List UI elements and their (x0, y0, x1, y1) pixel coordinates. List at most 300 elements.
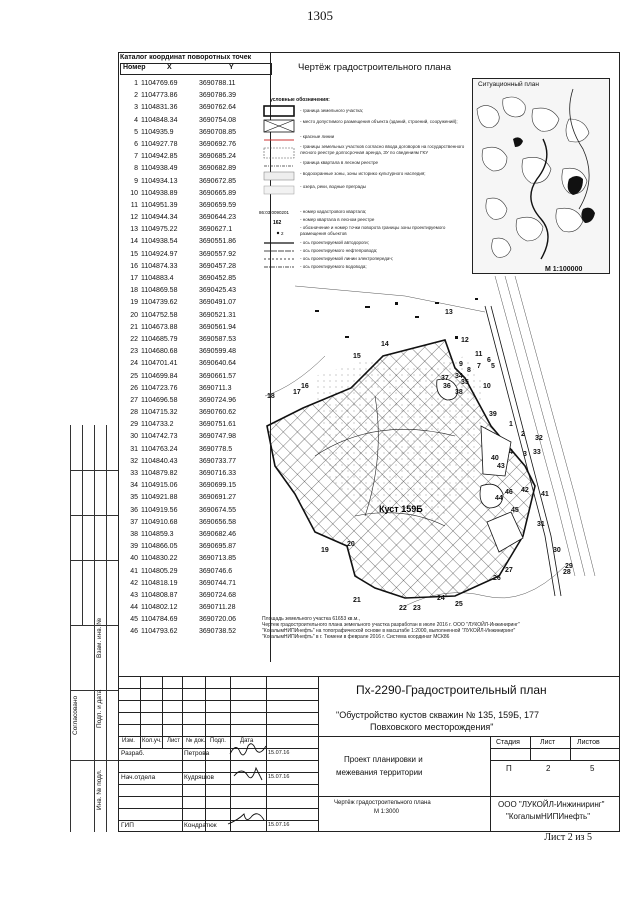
tb-line (530, 736, 531, 760)
catalog-cell-n: 2 (134, 92, 138, 100)
catalog-cell-x: 1104874.33 (141, 262, 178, 270)
catalog-head-num: Номер (123, 64, 146, 71)
catalog-cell-x: 1104818.19 (141, 579, 178, 587)
catalog-row (120, 468, 270, 480)
tb-line (490, 760, 620, 761)
catalog-cell-n: 32 (130, 457, 138, 465)
map-point-label: 20 (347, 541, 355, 548)
legend-kv-label: 162 (273, 220, 282, 226)
side-label-inv: Инв. № подл. (96, 769, 103, 810)
catalog-cell-n: 3 (134, 104, 138, 112)
tb-line (118, 676, 620, 677)
situation-map (473, 79, 610, 274)
side-label-podp: Подп. и дата (96, 689, 103, 728)
catalog-cell-n: 31 (130, 445, 138, 453)
catalog-cell-x: 1104685.79 (141, 335, 178, 343)
col-izm: Изм. (122, 738, 135, 744)
catalog-cell-x: 1104701.41 (141, 360, 178, 368)
legend-item: - ось проектируемой автодороги; (300, 240, 369, 245)
map-point-label: 43 (497, 463, 505, 470)
catalog-cell-y: 3690682.89 (199, 165, 236, 173)
catalog-cell-y: 3690724.96 (199, 396, 236, 404)
date-2: 15.07.16 (268, 774, 290, 780)
legend-item: - граница квартала в лесном реестре (300, 160, 379, 165)
legend-item: - ось проектируемой линии электропередач; (300, 256, 393, 261)
catalog-cell-n: 7 (134, 153, 138, 161)
map-point-label: 10 (483, 383, 491, 390)
notes (262, 616, 612, 640)
catalog-cell-x: 1104699.84 (141, 372, 178, 380)
catalog-cell-x: 1104742.73 (141, 433, 178, 441)
catalog-cell-n: 46 (130, 628, 138, 636)
catalog-cell-y: 3690747.98 (199, 433, 236, 441)
catalog-cell-y: 3690691.27 (199, 494, 236, 502)
catalog-cell-y: 3690738.52 (199, 628, 236, 636)
catalog-cell-y: 3690457.28 (199, 262, 236, 270)
map-point-label: 16 (301, 383, 309, 390)
catalog-cell-n: 34 (130, 482, 138, 490)
catalog-row (120, 444, 270, 456)
catalog-cell-x: 1104696.58 (141, 396, 178, 404)
catalog-cell-n: 20 (130, 311, 138, 319)
catalog-row (120, 212, 270, 224)
map-point-label: 18 (267, 393, 275, 400)
catalog-cell-n: 45 (130, 616, 138, 624)
catalog-cell-n: 15 (130, 250, 138, 258)
doc-code: Пх-2290-Градостроительный план (356, 683, 547, 697)
kust-label: Куст 159Б (379, 504, 423, 514)
map-point-label: 42 (521, 487, 529, 494)
tb-line (118, 820, 318, 821)
catalog-row (120, 602, 270, 614)
catalog-cell-x: 1104680.68 (141, 348, 178, 356)
catalog-row (120, 310, 270, 322)
map-point-label: 33 (533, 449, 541, 456)
tb-line (570, 736, 571, 760)
map-point-label: 21 (353, 597, 361, 604)
page-number: 1305 (307, 8, 333, 23)
catalog-cell-x: 1104752.58 (141, 311, 178, 319)
plan-title: Чертёж градостроительного плана (298, 62, 452, 73)
map-point-label: 11 (475, 351, 483, 358)
section-line-2: межевания территории (336, 768, 423, 777)
col-list: Лист (167, 738, 181, 744)
legend-item: - красные линии (300, 134, 335, 139)
catalog-cell-x: 1104773.86 (141, 92, 178, 100)
catalog-cell-y: 3690786.39 (199, 92, 236, 100)
catalog-cell-y: 3690724.68 (199, 591, 236, 599)
catalog-row (120, 90, 270, 102)
catalog-row (120, 566, 270, 578)
catalog-cell-x: 1104831.36 (141, 104, 178, 112)
catalog-row (120, 224, 270, 236)
tb-line (318, 676, 319, 832)
catalog-cell-n: 24 (130, 360, 138, 368)
map-point-label: 3 (523, 451, 527, 458)
catalog-row (120, 419, 270, 431)
side-grid-line (106, 425, 107, 832)
catalog-cell-y: 3690599.48 (199, 348, 236, 356)
catalog-cell-n: 37 (130, 518, 138, 526)
map-point-label: 23 (413, 605, 421, 612)
catalog-cell-n: 10 (130, 189, 138, 197)
catalog-cell-y: 3690692.76 (199, 140, 236, 148)
catalog-cell-y: 3690640.64 (199, 360, 236, 368)
org-line-1: ООО "ЛУКОЙЛ-Инжиниринг" (498, 800, 605, 809)
note-line-4: "КогалымНИПИнефть" в г. Тюмени в феврале 2016 г. Система координат МСК86 (262, 634, 450, 640)
catalog-row (120, 517, 270, 529)
catalog-row (120, 456, 270, 468)
catalog-cell-n: 27 (130, 396, 138, 404)
catalog-cell-n: 14 (130, 238, 138, 246)
catalog-row (120, 590, 270, 602)
map-point-label: 38 (455, 389, 463, 396)
map-point-label: 2 (521, 431, 525, 438)
catalog-cell-n: 19 (130, 299, 138, 307)
catalog-cell-y: 3690425.43 (199, 287, 236, 295)
catalog-cell-n: 35 (130, 494, 138, 502)
catalog-cell-x: 1104951.39 (141, 201, 178, 209)
catalog-cell-x: 1104921.88 (141, 494, 178, 502)
tb-line (182, 748, 183, 832)
map-point-label: 19 (321, 547, 329, 554)
catalog-cell-n: 40 (130, 555, 138, 563)
catalog-cell-y: 3690491.07 (199, 299, 236, 307)
tb-line (118, 712, 318, 713)
catalog-cell-y: 3690551.86 (199, 238, 236, 246)
catalog-cell-y: 3690751.61 (199, 421, 236, 429)
catalog-cell-y: 3690627.1 (199, 226, 233, 234)
catalog-row (120, 358, 270, 370)
catalog-cell-x: 1104934.13 (141, 177, 178, 185)
catalog-row (120, 395, 270, 407)
map-point-label: 15 (353, 353, 361, 360)
catalog-row (120, 102, 270, 114)
catalog-row (120, 480, 270, 492)
catalog-cell-n: 29 (130, 421, 138, 429)
map-point-label: 25 (455, 601, 463, 608)
tb-line (162, 676, 163, 748)
col-ndok: № док. (186, 738, 206, 744)
tb-line (118, 748, 318, 749)
name-3: Кондратюк (184, 822, 217, 829)
map-point-label: 26 (493, 575, 501, 582)
catalog-row (120, 492, 270, 504)
catalog-cell-x: 1104793.62 (141, 628, 178, 636)
col-data: Дата (240, 738, 254, 744)
catalog-cell-x: 1104938.89 (141, 189, 178, 197)
note-line-1: Площадь земельного участка 61653 кв.м., (262, 616, 361, 622)
site-map (255, 276, 615, 616)
legend-item: - номер кадастрового квартала; (300, 209, 367, 214)
catalog-cell-x: 1104830.22 (141, 555, 178, 563)
side-grid-line (70, 625, 118, 626)
map-point-label: 41 (541, 491, 549, 498)
catalog-cell-y: 3690720.06 (199, 616, 236, 624)
map-point-label: 37 (441, 375, 449, 382)
catalog-cell-n: 17 (130, 275, 138, 282)
catalog-cell-n: 43 (130, 591, 138, 599)
catalog-cell-x: 1104938.49 (141, 165, 178, 173)
name-2: Кудряшов (184, 774, 214, 781)
catalog-cell-x: 1104944.34 (141, 214, 178, 222)
catalog-cell-y: 3690557.92 (199, 250, 236, 258)
tb-line (118, 724, 318, 725)
catalog-cell-x: 1104915.06 (141, 482, 178, 490)
catalog-row (120, 578, 270, 590)
catalog-cell-x: 1104802.12 (141, 604, 178, 612)
catalog-row (120, 163, 270, 175)
tb-line (118, 772, 318, 773)
catalog-row (120, 297, 270, 309)
legend-cad-label: 86:03:0090201 (259, 210, 290, 215)
catalog-row (120, 115, 270, 127)
catalog-cell-y: 3690644.23 (199, 214, 236, 222)
tb-line (490, 736, 491, 832)
sheets-head: Листов (577, 739, 600, 746)
catalog-cell-x: 1104673.88 (141, 323, 178, 331)
sheet-head: Лист (540, 739, 556, 746)
map-point-label: 5 (491, 363, 495, 370)
sheet-name-line-1: Чертёж градостроительного плана (334, 800, 431, 806)
catalog-row (120, 78, 270, 90)
catalog-cell-n: 25 (130, 372, 138, 380)
tb-line (182, 676, 183, 748)
catalog-cell-y: 3690778.5 (199, 445, 233, 453)
catalog-title: Каталог координат поворотных точек (120, 54, 252, 61)
catalog-cell-n: 23 (130, 348, 138, 356)
catalog-cell-y: 3690733.77 (199, 457, 236, 465)
catalog-cell-n: 11 (130, 201, 138, 209)
catalog-cell-n: 18 (130, 287, 138, 295)
side-grid-line (70, 515, 118, 516)
catalog-cell-n: 36 (130, 506, 138, 514)
map-point-label: 44 (495, 495, 503, 502)
catalog-cell-y: 3690587.53 (199, 335, 236, 343)
catalog-cell-x: 1104975.22 (141, 226, 178, 234)
map-point-label: 7 (477, 363, 481, 370)
side-grid-line (94, 425, 95, 832)
catalog-cell-x: 1104739.62 (141, 299, 178, 307)
catalog-row (120, 505, 270, 517)
map-point-label: 1 (509, 421, 513, 428)
catalog-cell-y: 3690672.85 (199, 177, 236, 185)
catalog-cell-y: 3690746.6 (199, 567, 233, 575)
legend-pt-label: 2 (281, 231, 284, 236)
stage-head: Стадия (496, 739, 520, 746)
map-point-label: 17 (293, 389, 301, 396)
catalog-cell-y: 3690711.28 (199, 604, 236, 612)
catalog-cell-x: 1104935.9 (141, 128, 174, 136)
catalog-row (120, 322, 270, 334)
role-1: Разраб. (121, 750, 145, 757)
map-point-label: 27 (505, 567, 513, 574)
catalog-cell-n: 13 (130, 226, 138, 234)
catalog-cell-x: 1104924.97 (141, 250, 178, 258)
catalog-cell-y: 3690682.46 (199, 530, 236, 538)
catalog-cell-n: 28 (130, 409, 138, 417)
tb-line (490, 748, 620, 749)
map-point-label: 4 (509, 449, 513, 456)
side-grid-line (70, 470, 118, 471)
tb-line (118, 760, 318, 761)
catalog-cell-x: 1104942.85 (141, 153, 178, 161)
catalog-cell-y: 3690716.33 (199, 470, 236, 477)
legend-item: - номер квартала в лесном реестре (300, 217, 375, 222)
col-podp: Подп. (210, 738, 226, 744)
catalog-cell-y: 3690744.71 (199, 579, 236, 587)
catalog-cell-y: 3690561.94 (199, 323, 236, 331)
sheet-name-line-2: М 1:3000 (374, 809, 400, 815)
catalog-cell-x: 1104733.2 (141, 421, 174, 429)
catalog-row (120, 200, 270, 212)
side-label-vzam: Взам. инв. № (96, 617, 103, 658)
catalog-row (120, 529, 270, 541)
name-1: Петрова (184, 750, 210, 757)
page-footer: Лист 2 из 5 (544, 832, 592, 843)
catalog-cell-y: 3690661.57 (199, 372, 236, 380)
map-point-label: 40 (491, 455, 499, 462)
tb-line (118, 808, 318, 809)
org-line-2: "КогалымНИПИнефть" (506, 812, 591, 821)
col-koluch: Кол.уч. (142, 738, 162, 744)
map-point-label: 32 (535, 435, 543, 442)
catalog-cell-x: 1104859.3 (141, 530, 174, 538)
catalog-cell-n: 41 (130, 567, 138, 575)
tb-line (118, 796, 620, 797)
situation-scale: М 1:100000 (545, 266, 583, 273)
catalog-row (120, 236, 270, 248)
tb-line (118, 736, 620, 737)
sheet-value: 2 (546, 764, 551, 773)
catalog-cell-n: 8 (134, 165, 138, 173)
map-point-label: 6 (487, 357, 491, 364)
catalog-cell-n: 22 (130, 335, 138, 343)
note-line-2: Чертеж градостроительного плана земельного участка разработан в июле 2016 г. ООО "ЛУКОЙЛ-Инжиниринг" (262, 622, 520, 628)
signature-2 (232, 766, 268, 782)
catalog-cell-y: 3690521.31 (199, 311, 236, 319)
side-label-soglasovano: Согласовано (72, 695, 79, 735)
catalog-cell-n: 44 (130, 604, 138, 612)
catalog-row (120, 371, 270, 383)
catalog-cell-n: 5 (134, 128, 138, 136)
map-point-label: 29 (565, 563, 573, 570)
section-line-1: Проект планировки и (344, 755, 423, 764)
catalog-cell-n: 39 (130, 543, 138, 551)
catalog-row (120, 614, 270, 626)
catalog-row (120, 541, 270, 553)
tb-line (118, 784, 318, 785)
catalog-row (120, 346, 270, 358)
catalog-cell-y: 3690695.87 (199, 543, 236, 551)
legend-item: - граница земельного участка; (300, 108, 364, 113)
map-point-label: 22 (399, 605, 407, 612)
catalog-head-x: X (167, 64, 172, 71)
tb-line (118, 688, 318, 689)
role-2: Нач.отдела (121, 774, 156, 781)
legend-item: - ось проектируемого нефтепровода; (300, 248, 378, 253)
catalog-cell-x: 1104927.78 (141, 140, 178, 148)
catalog-row (120, 188, 270, 200)
catalog-cell-n: 21 (130, 323, 138, 331)
stage-value: П (506, 764, 512, 773)
side-grid-line (82, 425, 83, 625)
legend-item: - ось проектируемого водовода; (300, 264, 367, 269)
catalog-cell-x: 1104840.43 (141, 457, 178, 465)
side-grid-line (70, 690, 118, 691)
catalog-cell-n: 30 (130, 433, 138, 441)
catalog-cell-n: 26 (130, 384, 138, 392)
catalog-cell-y: 3690674.55 (199, 506, 236, 514)
catalog-cell-n: 6 (134, 140, 138, 148)
legend-item: - обозначение и номер точки поворота границы зоны проектируемого размещения объектов (300, 225, 446, 236)
catalog-cell-x: 1104723.76 (141, 384, 178, 392)
map-point-label: 12 (461, 337, 469, 344)
catalog-cell-y: 3690762.64 (199, 104, 236, 112)
catalog-cell-y: 3690452.85 (199, 275, 236, 282)
catalog-rows (120, 78, 270, 639)
catalog-row (120, 139, 270, 151)
legend-item: - озера, реки, водные преграды (300, 184, 367, 189)
map-point-label: 28 (563, 569, 571, 576)
catalog-row (120, 431, 270, 443)
sheets-value: 5 (590, 764, 595, 773)
legend-symbols (258, 104, 300, 274)
legend-item: - место допустимого размещения объекта (зданий, строений, сооружений); (300, 119, 458, 124)
catalog-cell-x: 1104784.69 (141, 616, 178, 624)
catalog-cell-y: 3690685.24 (199, 153, 236, 161)
catalog-head-y: Y (229, 64, 234, 71)
catalog-row (120, 273, 270, 285)
catalog-cell-n: 9 (134, 177, 138, 185)
catalog-cell-y: 3690760.62 (199, 409, 236, 417)
role-3: ГИП (121, 822, 134, 829)
catalog-row (120, 285, 270, 297)
map-point-label: 9 (459, 361, 463, 368)
catalog-cell-x: 1104938.54 (141, 238, 178, 246)
catalog-cell-n: 42 (130, 579, 138, 587)
map-point-label: 45 (511, 507, 519, 514)
catalog-row (120, 151, 270, 163)
side-grid-line (70, 560, 118, 561)
catalog-cell-x: 1104866.05 (141, 543, 178, 551)
date-3: 15.07.16 (268, 822, 290, 828)
catalog-cell-n: 38 (130, 530, 138, 538)
catalog-cell-y: 3690708.85 (199, 128, 236, 136)
note-line-3: "КогалымНИПИнефть" на топографической основе в масштабе 1:2000, выполненной "ЛУКОЙЛ-Инжиниринг" (262, 628, 516, 634)
side-grid-line (70, 760, 118, 761)
catalog-cell-x: 1104919.56 (141, 506, 178, 514)
catalog-cell-y: 3690713.85 (199, 555, 236, 563)
catalog-cell-y: 3690659.59 (199, 201, 236, 209)
catalog-row (120, 176, 270, 188)
catalog-cell-n: 16 (130, 262, 138, 270)
catalog-cell-x: 1104883.4 (141, 275, 174, 282)
map-point-label: 8 (467, 367, 471, 374)
catalog-cell-y: 3690699.15 (199, 482, 236, 490)
date-1: 15.07.16 (268, 750, 290, 756)
map-point-label: 39 (489, 411, 497, 418)
catalog-cell-x: 1104808.87 (141, 591, 178, 599)
catalog-row (120, 334, 270, 346)
map-point-label: 35 (461, 379, 469, 386)
legend-item: - границы земельных участков согласно ввода договоров на государственного лесного реестре долгосрочная аренда, ЗУ по сведениям ГКУ (300, 144, 465, 155)
catalog-row (120, 407, 270, 419)
signature-3 (226, 812, 266, 828)
map-point-label: 34 (455, 373, 463, 380)
catalog-cell-x: 1104715.32 (141, 409, 178, 417)
catalog-cell-x: 1104910.68 (141, 518, 178, 526)
